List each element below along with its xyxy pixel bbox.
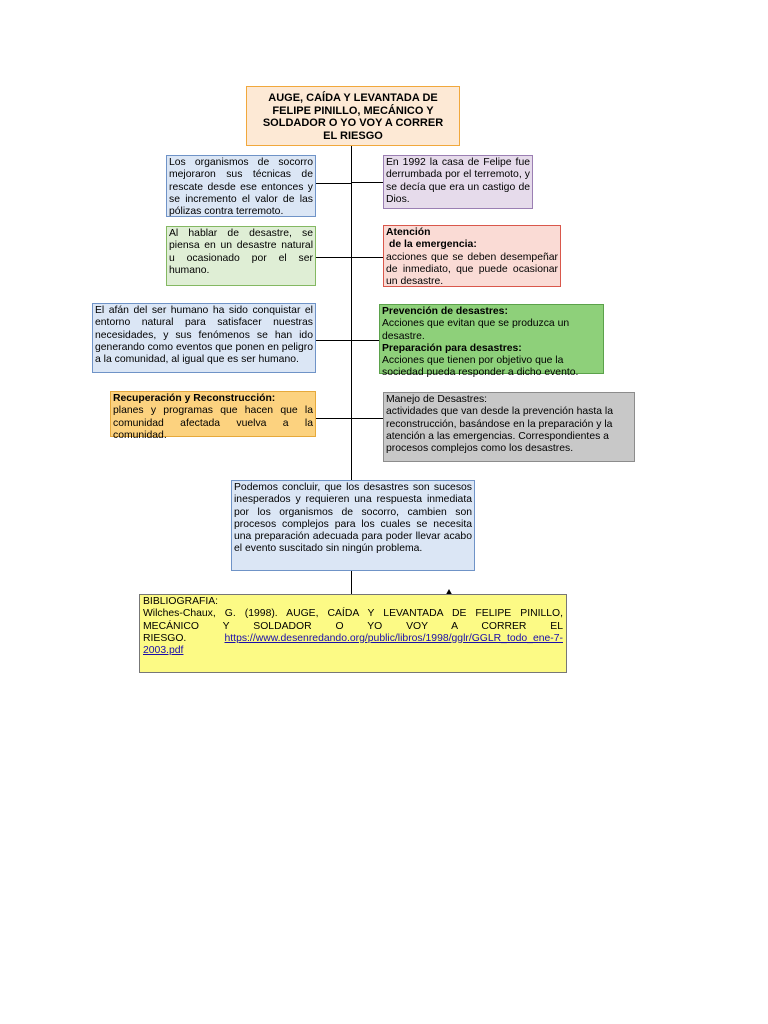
node-desastre [166, 226, 316, 286]
node-afan-text: El afán del ser humano ha sido conquistar el entorno natural para satisfacer nuestras necesidades, y sus fenómenos se han ido generando como eventos que ponen en peligro a la comunidad, al igual que es ser humano. [95, 305, 313, 366]
bibliography-label: BIBLIOGRAFIA: [143, 596, 219, 607]
connector-manejo [351, 418, 383, 419]
node-atencion [383, 225, 561, 287]
node-recuperacion-heading: Recuperación y Reconstrucción: [113, 393, 276, 404]
connector-afan [316, 340, 352, 341]
node-socorro [166, 155, 316, 217]
bibliography-link[interactable]: https://www.desenredando.org/public/libros/1998/gglr/GGLR_todo_ene-7-2003.pdf [143, 632, 563, 657]
node-atencion-heading-2: de la emergencia: [389, 239, 477, 251]
node-1992 [383, 155, 533, 209]
node-manejo-text: actividades que van desde la prevención hasta la reconstrucción, basándose en la preparación y la atención a las emergencias. Correspondientes a procesos complejos como los desastres. [386, 406, 614, 455]
title-line-2: FELIPE PINILLO, MECÁNICO Y [272, 104, 434, 117]
connector-atencion [351, 257, 383, 258]
title-line-1: AUGE, CAÍDA Y LEVANTADA DE [268, 92, 438, 104]
node-manejo [383, 392, 635, 462]
node-desastre-text: Al hablar de desastre, se piensa en un desastre natural u ocasionado por el ser humano. [169, 228, 313, 276]
node-preparacion-heading: Preparación para desastres: [382, 342, 522, 354]
trunk-to-bibliography-line [351, 571, 352, 594]
node-preparacion-text: Acciones que tienen por objetivo que la sociedad pueda responder a dicho evento. [382, 355, 579, 379]
connector-socorro [316, 183, 352, 184]
title-line-3: SOLDADOR O YO VOY A CORRER [262, 117, 444, 130]
node-recuperacion [110, 391, 316, 441]
node-bibliography [139, 594, 567, 673]
diagram-title [246, 86, 460, 146]
connector-desastre [316, 257, 352, 258]
node-socorro-text: Los organismos de socorro mejoraron sus técnicas de rescate desde ese entonces y se incremento el valor de las pólizas contra terremoto. [169, 157, 313, 218]
node-afan [92, 303, 316, 373]
node-prevencion-text: Acciones que evitan que se produzca un desastre. [382, 318, 570, 342]
node-atencion-heading-1: Atención [386, 227, 431, 238]
bibliography-entry [143, 608, 563, 657]
node-recuperacion-text: planes y programas que hacen que la comunidad afectada vuelva a la comunidad. [113, 405, 313, 441]
main-trunk-line [351, 146, 352, 480]
node-conclusion-text: Podemos concluir, que los desastres son sucesos inesperados y requieren una respuesta inmediata por los organismos de socorro, cambien son procesos complejos para los cuales se necesita una preparación adecuada para poder llevar acabo el evento suscitado sin ningún problema. [234, 482, 472, 555]
node-atencion-text: acciones que se deben desempeñar de inmediato, que puede ocasionar un desastre. [386, 251, 558, 288]
node-manejo-heading: Manejo de Desastres: [386, 394, 488, 405]
connector-recuperacion [316, 418, 352, 419]
node-conclusion [231, 480, 475, 571]
node-prevencion-heading: Prevención de desastres: [382, 306, 508, 317]
node-1992-text: En 1992 la casa de Felipe fue derrumbada por el terremoto, y se decía que era un castigo de Dios. [386, 157, 530, 205]
connector-1992 [351, 182, 383, 183]
node-prevencion [379, 304, 604, 379]
title-line-4: EL RIESGO [323, 129, 383, 142]
connector-prevencion [351, 340, 379, 341]
bibliography-citation: Wilches-Chaux, G. (1998). AUGE, CAÍDA Y LEVANTADA DE FELIPE PINILLO, MECÁNICO Y SOLDADOR O YO VOY A CORRER EL RIESGO. [143, 608, 563, 644]
